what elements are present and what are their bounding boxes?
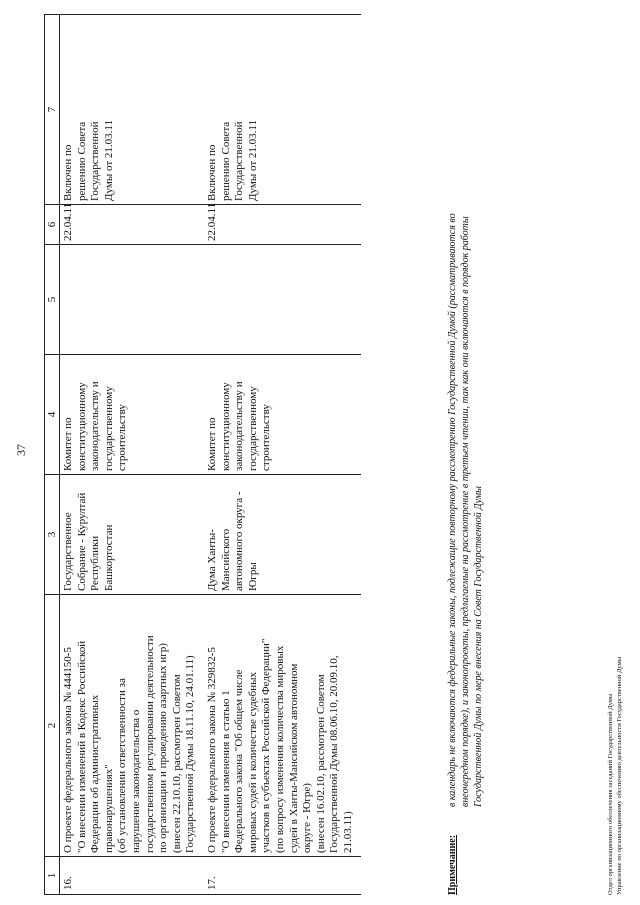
column-number-row bbox=[45, 15, 60, 895]
bill-title-line: О проекте федерального закона № 444150-5 bbox=[62, 647, 74, 853]
responsible-committee-line: государственному bbox=[246, 386, 259, 471]
status-line: Включен по bbox=[62, 144, 74, 201]
table-row bbox=[204, 15, 362, 895]
responsible-committee-line: строительству bbox=[260, 404, 273, 471]
status-line: Государственной bbox=[233, 121, 246, 201]
consideration-date: 22.04.11 bbox=[204, 205, 362, 245]
footer-line: Отдел организационного обеспечения заседаний Государственной Думы bbox=[607, 693, 614, 895]
responsible-committee-line: законодательству и bbox=[89, 381, 102, 471]
bill-title-line: по организации и проведению азартных игр) bbox=[157, 643, 170, 853]
bill-title-line: участков в субъектах Российской Федерации" bbox=[260, 638, 273, 853]
bill-initiator-line: Дума Ханты- bbox=[205, 529, 218, 591]
status-cell bbox=[60, 15, 204, 205]
note-line: в календарь не включаются федеральные законы, подлежащие повторному рассмотрению Государственной Думой (рассматриваются во bbox=[447, 213, 458, 807]
bill-title-line: Федерации об административных bbox=[89, 694, 102, 853]
consideration-date: 22.04.11 bbox=[60, 205, 204, 245]
bill-initiator-line: Мансийского bbox=[219, 528, 232, 591]
column-header: 2 bbox=[45, 595, 60, 857]
responsible-committee-cell bbox=[204, 355, 362, 475]
bill-title-line: (внесен 22.10.10, рассмотрен Советом bbox=[170, 674, 183, 853]
bill-initiator-line: Собрание - Курултай bbox=[75, 492, 88, 591]
status-line: Думы от 21.03.11 bbox=[102, 120, 115, 201]
status-line: решению Совета bbox=[75, 121, 88, 201]
responsible-committee-cell bbox=[60, 355, 204, 475]
responsible-committee-line: законодательству и bbox=[233, 381, 246, 471]
column-header: 7 bbox=[45, 15, 60, 205]
responsible-committee-line: строительству bbox=[116, 404, 129, 471]
table-row bbox=[60, 15, 204, 895]
bills-table bbox=[44, 14, 361, 895]
bill-initiator-line: Югры bbox=[246, 562, 259, 591]
bill-title-line: мировых судей и количестве судебных bbox=[246, 671, 259, 853]
column-header: 3 bbox=[45, 475, 60, 595]
row-number: 16. bbox=[60, 857, 204, 895]
status-line: решению Совета bbox=[219, 121, 232, 201]
column-5-cell bbox=[204, 245, 362, 355]
footer bbox=[606, 657, 624, 895]
bill-title-line: правонарушениях" bbox=[102, 764, 115, 853]
bill-initiator-line: Республики bbox=[89, 535, 102, 591]
column-header: 1 bbox=[45, 857, 60, 895]
responsible-committee-line: Комитет по bbox=[205, 417, 218, 471]
bill-title-line: государственном регулировании деятельности bbox=[143, 635, 156, 853]
bill-initiator-line: Башкортостан bbox=[102, 524, 115, 591]
column-header: 6 bbox=[45, 205, 60, 245]
bill-title-line: 21.03.11) bbox=[341, 811, 354, 853]
column-header: 5 bbox=[45, 245, 60, 355]
column-5-cell bbox=[60, 245, 204, 355]
bill-title-line: Федерального закона "Об общем числе bbox=[233, 669, 246, 853]
bill-initiator-line: автономного округа - bbox=[233, 491, 246, 591]
bill-title-line: О проекте федерального закона № 329832-5 bbox=[205, 647, 218, 853]
bill-title-line: нарушение законодательства о bbox=[129, 709, 142, 853]
bill-title-cell bbox=[204, 595, 362, 857]
page-number: 37 bbox=[14, 444, 28, 456]
bill-title-cell bbox=[60, 595, 204, 857]
bill-title-line: судей в Ханты-Мансийском автономном bbox=[287, 663, 300, 853]
responsible-committee-line: конституционному bbox=[219, 382, 232, 471]
responsible-committee-line: конституционному bbox=[75, 382, 88, 471]
note-label: Примечание: bbox=[447, 834, 458, 895]
status-line: Думы от 21.03.11 bbox=[246, 120, 259, 201]
responsible-committee-line: государственному bbox=[102, 386, 115, 471]
bill-initiator-cell bbox=[204, 475, 362, 595]
bill-title-line: (об установлении ответственности за bbox=[116, 678, 129, 853]
status-line: Государственной bbox=[89, 121, 102, 201]
status-line: Включен по bbox=[205, 144, 218, 201]
column-header: 4 bbox=[45, 355, 60, 475]
bill-title-line: "О внесении изменения в статью 1 bbox=[219, 690, 232, 853]
note-text bbox=[446, 17, 485, 807]
note-line: внеочередном порядке), и законопроекты, предлагаемые на рассмотрение в третьем чтении, так как они включаются в порядок работы bbox=[460, 216, 471, 807]
bill-title-line: округе - Югре) bbox=[301, 783, 314, 853]
bill-title-line: Государственной Думы 08.06.10, 20.09.10, bbox=[328, 655, 341, 853]
bill-initiator-line: Государственное bbox=[62, 512, 74, 591]
row-number: 17. bbox=[204, 857, 362, 895]
responsible-committee-line: Комитет по bbox=[62, 417, 74, 471]
note-line: Государственной Думы по мере внесения на Совет Государственной Думы bbox=[473, 486, 484, 807]
bill-initiator-cell bbox=[60, 475, 204, 595]
bill-title-line: (по вопросу изменения количества мировых bbox=[273, 645, 286, 853]
bill-title-line: Государственной Думы 18.11.10, 24.01.11) bbox=[184, 655, 197, 853]
bill-title-line: "О внесении изменений в Кодекс Российской bbox=[75, 640, 88, 853]
status-cell bbox=[204, 15, 362, 205]
footer-line: Управление по организационному обеспечению деятельности Государственной Думы bbox=[616, 656, 623, 895]
bill-title-line: (внесен 16.02.10, рассмотрен Советом bbox=[314, 674, 327, 853]
